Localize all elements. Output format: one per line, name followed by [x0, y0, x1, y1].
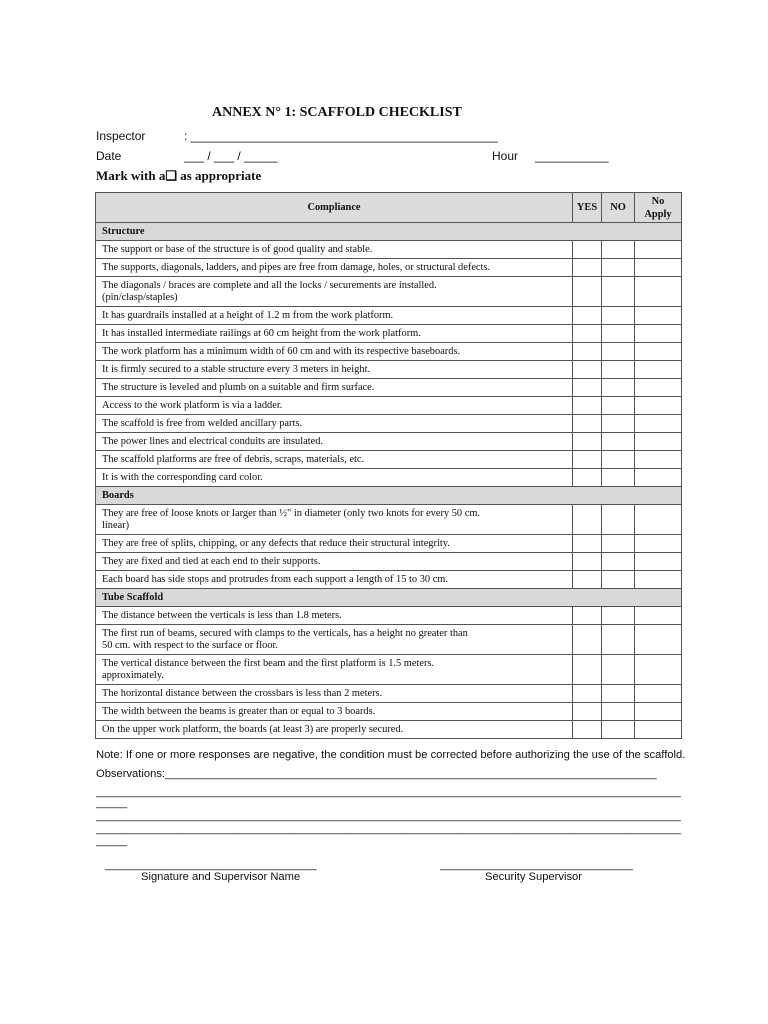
- item-text-line: The supports, diagonals, ladders, and pipes are free from damage, holes, or structural defects.: [102, 261, 491, 273]
- no-cell[interactable]: [602, 397, 635, 415]
- document-title: ANNEX N° 1: SCAFFOLD CHECKLIST: [212, 105, 462, 120]
- checklist-table: [95, 192, 682, 739]
- checklist-row: [96, 721, 682, 739]
- item-text-line: The structure is leveled and plumb on a suitable and firm surface.: [102, 381, 375, 393]
- no-apply-cell[interactable]: [635, 571, 682, 589]
- no-apply-cell[interactable]: [635, 655, 682, 685]
- checklist-row: [96, 571, 682, 589]
- item-text-line: It is with the corresponding card color.: [102, 471, 263, 483]
- no-cell[interactable]: [602, 415, 635, 433]
- no-cell[interactable]: [602, 571, 635, 589]
- no-cell[interactable]: [602, 625, 635, 655]
- checklist-item-text: [96, 721, 573, 739]
- checklist-row: [96, 241, 682, 259]
- checklist-item-text: [96, 505, 573, 535]
- yes-cell[interactable]: [573, 451, 602, 469]
- item-text-line: The scaffold platforms are free of debris, scraps, materials, etc.: [102, 453, 365, 465]
- checklist-row: [96, 703, 682, 721]
- checklist-row: [96, 259, 682, 277]
- section-row-structure: [96, 223, 682, 241]
- checklist-row: [96, 277, 682, 307]
- item-text-line: The distance between the verticals is less than 1.8 meters.: [102, 609, 342, 621]
- supervisor-signature-line[interactable]: __________________________________: [105, 859, 317, 871]
- checklist-item-text: [96, 703, 573, 721]
- item-text-line: They are free of loose knots or larger than ½" in diameter (only two knots for every 50 cm.: [102, 507, 480, 519]
- date-field[interactable]: ___ / ___ / _____: [184, 149, 278, 163]
- item-text-line: The power lines and electrical conduits are insulated.: [102, 435, 324, 447]
- column-header-compliance: Compliance: [96, 193, 573, 223]
- no-cell[interactable]: [602, 307, 635, 325]
- yes-cell[interactable]: [573, 607, 602, 625]
- item-text-line: The vertical distance between the first beam and the first platform is 1.5 meters.: [102, 657, 435, 669]
- no-cell[interactable]: [602, 721, 635, 739]
- item-text-line: Access to the work platform is via a ladder.: [102, 399, 283, 411]
- checklist-row: [96, 361, 682, 379]
- note-text: Note: If one or more responses are negative, the condition must be corrected before authorizing the use of the scaffold.: [96, 749, 686, 761]
- no-cell[interactable]: [602, 655, 635, 685]
- checklist-row: [96, 685, 682, 703]
- checklist-item-text: [96, 451, 573, 469]
- checklist-item-text: [96, 325, 573, 343]
- yes-cell[interactable]: [573, 343, 602, 361]
- date-label: Date: [96, 149, 122, 163]
- yes-cell[interactable]: [573, 241, 602, 259]
- no-cell[interactable]: [602, 241, 635, 259]
- observations-line-3[interactable]: _____: [96, 797, 128, 809]
- no-apply-cell[interactable]: [635, 535, 682, 553]
- checklist-item-text: [96, 685, 573, 703]
- checklist-row: [96, 397, 682, 415]
- yes-cell[interactable]: [573, 361, 602, 379]
- checklist-item-text: [96, 307, 573, 325]
- checklist-item-text: [96, 259, 573, 277]
- security-supervisor-label: Security Supervisor: [485, 871, 582, 883]
- supervisor-signature-label: Signature and Supervisor Name: [141, 871, 301, 883]
- no-apply-cell[interactable]: [635, 721, 682, 739]
- checklist-item-text: [96, 397, 573, 415]
- no-cell[interactable]: [602, 505, 635, 535]
- no-cell[interactable]: [602, 607, 635, 625]
- item-text-line: The work platform has a minimum width of 60 cm and with its respective baseboards.: [102, 345, 461, 357]
- yes-cell[interactable]: [573, 415, 602, 433]
- checklist-item-text: [96, 277, 573, 307]
- no-apply-cell[interactable]: [635, 433, 682, 451]
- checklist-row: [96, 343, 682, 361]
- table-header-row: [96, 193, 682, 223]
- checklist-item-text: [96, 433, 573, 451]
- item-text-line: They are free of splits, chipping, or any defects that reduce their structural integrity.: [102, 537, 450, 549]
- column-header-no-apply: [635, 193, 682, 223]
- no-apply-cell[interactable]: [635, 505, 682, 535]
- observations-line-6[interactable]: _____: [96, 835, 128, 847]
- yes-cell[interactable]: [573, 397, 602, 415]
- no-apply-cell[interactable]: [635, 361, 682, 379]
- instruction-text: Mark with a❑ as appropriate: [96, 168, 262, 183]
- checklist-row: [96, 433, 682, 451]
- yes-cell[interactable]: [573, 535, 602, 553]
- section-row-boards: [96, 487, 682, 505]
- item-text-line: On the upper work platform, the boards (at least 3) are properly secured.: [102, 723, 404, 735]
- no-apply-cell[interactable]: [635, 397, 682, 415]
- no-apply-cell[interactable]: [635, 607, 682, 625]
- no-apply-line2: Apply: [644, 208, 672, 220]
- no-cell[interactable]: [602, 325, 635, 343]
- yes-cell[interactable]: [573, 325, 602, 343]
- checklist-row: [96, 379, 682, 397]
- checklist-row: [96, 535, 682, 553]
- yes-cell[interactable]: [573, 625, 602, 655]
- no-cell[interactable]: [602, 433, 635, 451]
- inspector-field[interactable]: : ______________________________________________: [184, 129, 498, 143]
- checklist-row: [96, 451, 682, 469]
- item-text-line: The width between the beams is greater than or equal to 3 boards.: [102, 705, 376, 717]
- yes-cell[interactable]: [573, 655, 602, 685]
- checklist-item-text: [96, 469, 573, 487]
- no-cell[interactable]: [602, 469, 635, 487]
- no-cell[interactable]: [602, 343, 635, 361]
- no-cell[interactable]: [602, 451, 635, 469]
- yes-cell[interactable]: [573, 379, 602, 397]
- yes-cell[interactable]: [573, 721, 602, 739]
- checklist-row: [96, 307, 682, 325]
- checklist-row: [96, 655, 682, 685]
- no-apply-cell[interactable]: [635, 553, 682, 571]
- observations-line-4[interactable]: ______________________________________________________________________________________________: [96, 810, 681, 822]
- checklist-item-text: [96, 343, 573, 361]
- checklist-row: [96, 505, 682, 535]
- no-cell[interactable]: [602, 553, 635, 571]
- no-apply-cell[interactable]: [635, 277, 682, 307]
- no-apply-line1: No: [651, 195, 665, 207]
- no-apply-cell[interactable]: [635, 343, 682, 361]
- section-heading: Boards: [96, 487, 682, 505]
- yes-cell[interactable]: [573, 505, 602, 535]
- checklist-item-text: [96, 625, 573, 655]
- checklist-row: [96, 553, 682, 571]
- yes-cell[interactable]: [573, 433, 602, 451]
- item-text-line-2: 50 cm. with respect to the surface or floor.: [102, 639, 279, 651]
- no-apply-cell[interactable]: [635, 415, 682, 433]
- no-apply-cell[interactable]: [635, 307, 682, 325]
- item-text-line: It has installed intermediate railings at 60 cm height from the work platform.: [102, 327, 421, 339]
- no-apply-cell[interactable]: [635, 241, 682, 259]
- checklist-body: [96, 223, 682, 739]
- yes-cell[interactable]: [573, 703, 602, 721]
- no-cell[interactable]: [602, 379, 635, 397]
- no-cell[interactable]: [602, 259, 635, 277]
- checklist-item-text: [96, 379, 573, 397]
- no-apply-cell[interactable]: [635, 703, 682, 721]
- item-text-line: The diagonals / braces are complete and all the locks / securements are installed.: [102, 279, 437, 291]
- column-header-no: NO: [602, 193, 635, 223]
- no-apply-cell[interactable]: [635, 625, 682, 655]
- section-heading: Tube Scaffold: [96, 589, 682, 607]
- item-text-line: The support or base of the structure is of good quality and stable.: [102, 243, 373, 255]
- no-cell[interactable]: [602, 703, 635, 721]
- item-text-line: Each board has side stops and protrudes from each support a length of 15 to 30 cm.: [102, 573, 448, 585]
- no-apply-cell[interactable]: [635, 451, 682, 469]
- item-text-line: The scaffold is free from welded ancillary parts.: [102, 417, 303, 429]
- item-text-line-2: approximately.: [102, 669, 164, 681]
- no-cell[interactable]: [602, 685, 635, 703]
- checklist-row: [96, 415, 682, 433]
- item-text-line: It has guardrails installed at a height of 1.2 m from the work platform.: [102, 309, 394, 321]
- observations-line-1[interactable]: Observations:_______________________________________________________________________________: [96, 768, 657, 780]
- column-header-yes: YES: [573, 193, 602, 223]
- hour-label: Hour: [492, 149, 519, 163]
- no-apply-cell[interactable]: [635, 469, 682, 487]
- no-cell[interactable]: [602, 277, 635, 307]
- yes-cell[interactable]: [573, 259, 602, 277]
- yes-cell[interactable]: [573, 553, 602, 571]
- checklist-row: [96, 469, 682, 487]
- no-apply-cell[interactable]: [635, 259, 682, 277]
- checklist-item-text: [96, 655, 573, 685]
- checklist-item-text: [96, 607, 573, 625]
- hour-field[interactable]: ___________: [535, 149, 609, 163]
- yes-cell[interactable]: [573, 307, 602, 325]
- item-text-line-2: (pin/clasp/staples): [102, 291, 178, 303]
- checklist-item-text: [96, 241, 573, 259]
- checklist-item-text: [96, 415, 573, 433]
- checklist-item-text: [96, 535, 573, 553]
- item-text-line-2: linear): [102, 519, 130, 531]
- no-apply-cell[interactable]: [635, 379, 682, 397]
- no-cell[interactable]: [602, 361, 635, 379]
- item-text-line: It is firmly secured to a stable structure every 3 meters in height.: [102, 363, 371, 375]
- no-cell[interactable]: [602, 535, 635, 553]
- no-apply-cell[interactable]: [635, 325, 682, 343]
- checklist-item-text: [96, 553, 573, 571]
- item-text-line: The horizontal distance between the crossbars is less than 2 meters.: [102, 687, 383, 699]
- inspector-label: Inspector: [96, 129, 146, 143]
- section-row-tube-scaffold: [96, 589, 682, 607]
- item-text-line: They are fixed and tied at each end to their supports.: [102, 555, 321, 567]
- checklist-row: [96, 625, 682, 655]
- yes-cell[interactable]: [573, 277, 602, 307]
- checklist-item-text: [96, 571, 573, 589]
- observations-line-5[interactable]: ______________________________________________________________________________________________: [96, 823, 681, 835]
- observations-line-2[interactable]: ______________________________________________________________________________________________: [96, 786, 681, 798]
- yes-cell[interactable]: [573, 469, 602, 487]
- no-apply-cell[interactable]: [635, 685, 682, 703]
- section-heading: Structure: [96, 223, 682, 241]
- checklist-item-text: [96, 361, 573, 379]
- yes-cell[interactable]: [573, 685, 602, 703]
- checklist-row: [96, 325, 682, 343]
- item-text-line: The first run of beams, secured with clamps to the verticals, has a height no greater than: [102, 627, 468, 639]
- yes-cell[interactable]: [573, 571, 602, 589]
- security-supervisor-signature-line[interactable]: _______________________________: [440, 859, 633, 871]
- checklist-row: [96, 607, 682, 625]
